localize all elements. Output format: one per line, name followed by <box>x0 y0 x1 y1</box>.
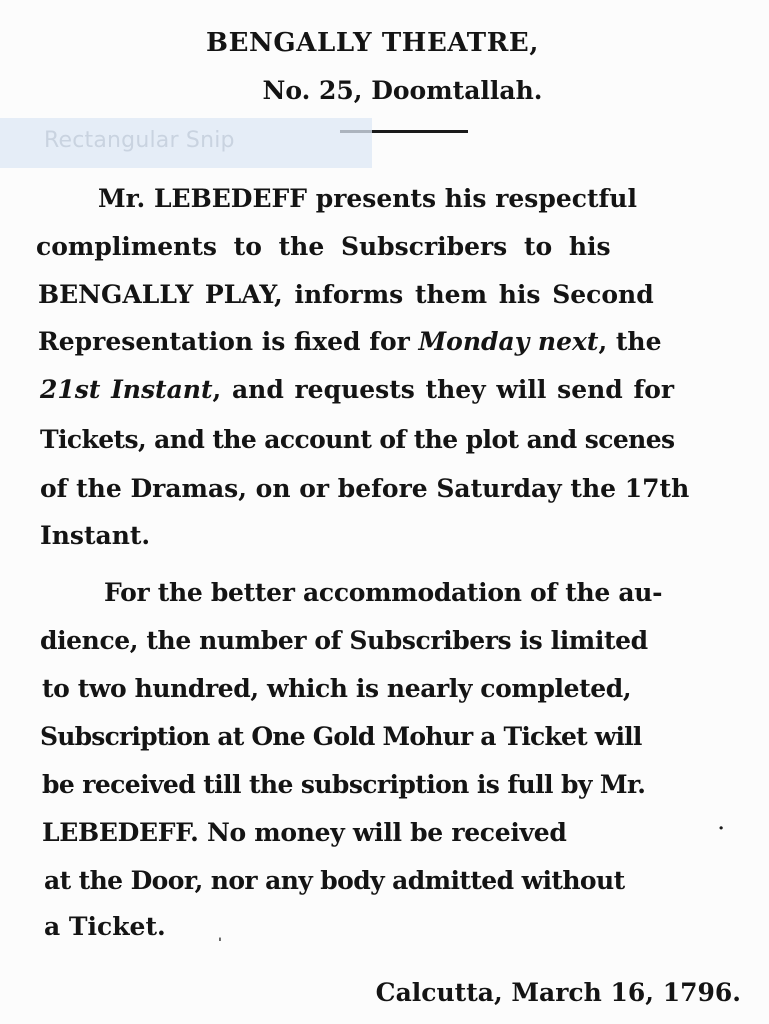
p2-line-1: For the better accommodation of the au- <box>104 578 663 607</box>
p1-line-4 <box>38 329 704 354</box>
p2-line-3: to two hundred, which is nearly completed, <box>42 674 632 703</box>
rectangular-snip-label: Rectangular Snip <box>44 128 235 153</box>
closing-dateline: Calcutta, March 16, 1796. <box>375 978 741 1007</box>
stray-mark-dot: · <box>718 818 725 839</box>
p1-line-5-italic: 21st Instant <box>40 375 213 404</box>
p1-line-2: compliments to the Subscribers to his <box>36 232 611 261</box>
p1-line-7: of the Dramas, on or before Saturday the 17th <box>40 474 690 503</box>
notice-address: No. 25, Doomtallah. <box>262 76 543 105</box>
p1-line-3: BENGALLY PLAY, informs them his Second <box>38 280 654 309</box>
p1-line-4-a: Representation is fixed for <box>38 327 419 356</box>
p2-line-4: Subscription at One Gold Mohur a Ticket will <box>40 722 642 751</box>
p1-line-6: Tickets, and the account of the plot and scenes <box>40 425 675 454</box>
notice-title: BENGALLY THEATRE, <box>206 28 539 58</box>
p2-line-2: dience, the number of Subscribers is limited <box>40 626 648 655</box>
p1-line-1-text: Mr. LEBEDEFF presents his respectful <box>98 184 637 213</box>
p2-line-8: a Ticket. <box>44 912 166 941</box>
p2-line-7: at the Door, nor any body admitted without <box>44 866 625 895</box>
p1-line-8: Instant. <box>40 521 151 550</box>
p1-line-4-c: , the <box>598 327 662 356</box>
p1-line-4-italic: Monday next <box>418 327 599 356</box>
stray-mark-tick: ˈ <box>218 936 222 952</box>
p1-line-5-b: , and requests they will send for <box>212 375 675 404</box>
p1-line-1 <box>98 186 676 211</box>
p2-line-5: be received till the subscription is full by Mr. <box>42 770 646 799</box>
p2-line-6: LEBEDEFF. No money will be received <box>42 818 567 847</box>
p1-line-5 <box>40 377 712 402</box>
